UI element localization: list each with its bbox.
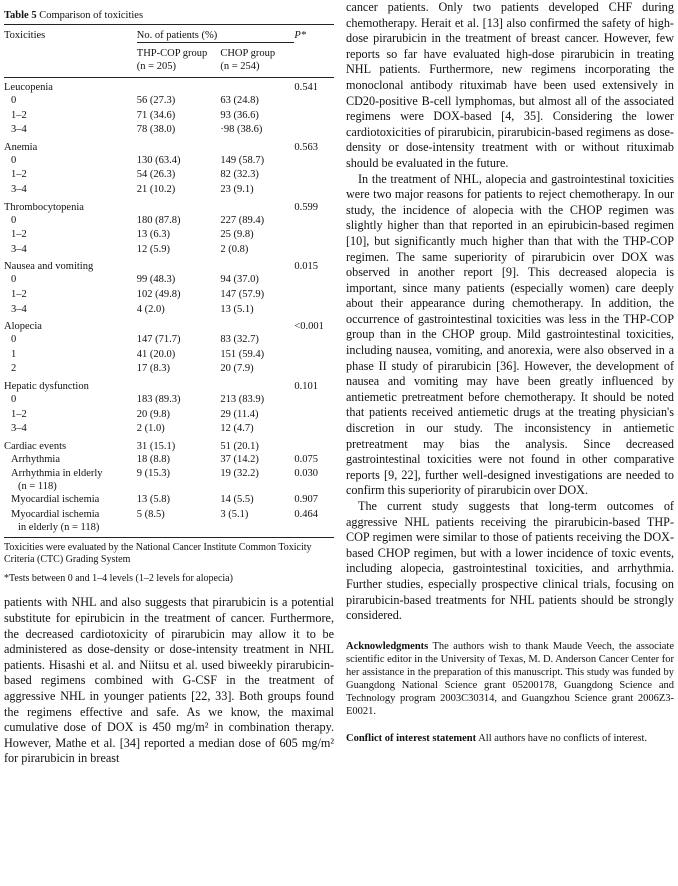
chop-value: 149 (58.7) [220, 154, 265, 166]
table-row [4, 228, 334, 243]
table-group-row [4, 437, 334, 453]
toxicity-table [4, 25, 334, 534]
thp-cop-value: 5 (8.5) [136, 508, 165, 520]
chop-value: 13 (5.1) [220, 303, 254, 315]
thp-cop-value: 31 (15.1) [136, 440, 176, 452]
table-caption [4, 10, 334, 25]
cardiac-label [4, 493, 137, 508]
thp-cop-value: 78 (38.0) [136, 124, 176, 136]
p-value: 0.464 [294, 508, 319, 520]
thp-cop-value: 12 (5.9) [136, 243, 171, 255]
grade-label: 0 [11, 214, 17, 226]
chop-value: 23 (9.1) [220, 183, 254, 195]
table-row [4, 154, 334, 169]
chop-value: 20 (7.9) [220, 363, 254, 375]
col-header-toxicities: Toxicities [4, 30, 46, 41]
table-row [4, 333, 334, 348]
acknowledgments-heading: Acknowledgments [346, 640, 429, 652]
p-value: 0.030 [294, 468, 319, 480]
grade-label: 3–4 [11, 183, 27, 195]
table-row [4, 493, 334, 508]
p-header-text: P* [294, 30, 307, 41]
grade-label: 0 [11, 393, 17, 405]
table-caption-text: Comparison of toxicities [39, 10, 144, 21]
cardiac-label [4, 508, 137, 534]
thp-cop-value: 56 (27.3) [136, 95, 176, 106]
chop-value: 29 (11.4) [220, 408, 259, 420]
table-row [4, 243, 334, 258]
acknowledgments-text: The authors wish to thank Maude Veech, the associate scientific editor in the University of Texas, M. D. Anderson Cancer Center for her assistance in the preparation of this manuscript. This study was funded by Guangdong National Science grant 05200178, Guangdong Science and Technology program 2003C30314, and Guangzhou Science grant 2006Z3-E0021. [346, 640, 674, 717]
p-value: 0.563 [294, 141, 319, 153]
thp-cop-value: 17 (8.3) [136, 363, 171, 375]
grade-label: 3–4 [11, 303, 27, 315]
table-row [4, 288, 334, 303]
table-row [4, 362, 334, 377]
table-note-tests: *Tests between 0 and 1–4 levels (1–2 levels for alopecia) [4, 572, 233, 584]
cardiac-label-line1: Myocardial ischemia [11, 494, 100, 506]
coi-heading: Conflict of interest statement [346, 732, 477, 744]
grade-label: 0 [11, 274, 17, 286]
grade-label: 3–4 [11, 124, 27, 136]
thp-cop-value: 180 (87.8) [136, 214, 181, 226]
toxicity-table-body [4, 78, 334, 534]
thp-cop-value: 130 (63.4) [136, 154, 181, 166]
table-row [4, 168, 334, 183]
table-group-row [4, 78, 334, 95]
right-paragraph-1: cancer patients. Only two patients developed CHF during chemotherapy. Herait et al. [13] also confirmed the safety of high-dose pirarubicin in the treatment of breast cancer. However, few reports so far have evaluated high-dose pirarubicin in treating NHL patients. Furthermore, new regimens incorporating the monoclonal antibody rituximab have been used extensively in CD20-positive B-cell lymphomas, but almost all of the associated regimens were DOX-based [4, 35]. Considering the lower cardiotoxicities of pirarubicin, pirarubicin-based regimens as dose-density or dose-intensity treatment with or without rituximab should be evaluated in the future. [346, 0, 674, 170]
right-paragraph-2: In the treatment of NHL, alopecia and gastrointestinal toxicities were two major reasons for patients to reject chemotherapy. In our study, the incidence of alopecia with the CHOP regimen was slightly higher than that reported in an epirubicin-based regimen [10], but significantly much higher than that with the THP-COP regimen. The same superiority of pirarubicin over DOX was observed in another report [9]. This decreased alopecia is important, since many patients (especially women) care deeply about their appearance during chemotherapy. In addition, the occurrence of gastrointestinal toxicities was less in the THP-COP group than in the CHOP group. Mild gastrointestinal toxicities, including nausea, vomiting, and anorexia, were also observed in a phase II study of pirarubicin [36]. However, the development of nausea and vomiting may have been greatly influenced by antiemetic pretreatment before chemotherapy. It should be noted that patients received antiemetic drugs at the treating physician's discretion in our study. The inconsistency in antiemetic pretreatment may bias the analysis. Since decreased gastrointestinal toxicities were not found in other comparative reports [9, 22], further well-designed investigations are needed to confirm this superiority of pirarubicin over DOX. [346, 171, 674, 498]
table-row [4, 422, 334, 437]
right-column [346, 0, 674, 745]
thp-cop-value: 13 (5.8) [136, 494, 171, 506]
group-name: Alopecia [4, 321, 42, 333]
thp-cop-value: 20 (9.8) [136, 408, 171, 420]
grade-label: 2 [11, 363, 17, 375]
table-row [4, 273, 334, 288]
p-value: 0.541 [294, 82, 319, 93]
table-row [4, 467, 334, 493]
col-header-p [294, 25, 334, 43]
coi-text: All authors have no conflicts of interest. [478, 732, 648, 744]
thp-cop-value: 102 (49.8) [136, 288, 181, 300]
left-body-text [4, 595, 334, 767]
table-row [4, 348, 334, 363]
thp-cop-value: 21 (10.2) [136, 183, 176, 195]
table-row [4, 508, 334, 534]
table-group-row [4, 138, 334, 154]
group-name: Nausea and vomiting [4, 261, 94, 273]
thp-cop-value: 9 (15.3) [136, 468, 171, 480]
p-value: 0.907 [294, 494, 319, 506]
grade-label: 1–2 [11, 408, 27, 420]
cardiac-label-line2: in elderly (n = 118) [18, 521, 100, 533]
grade-label: 3–4 [11, 243, 27, 255]
group-name: Thrombocytopenia [4, 201, 84, 213]
cardiac-label-line1: Myocardial ischemia [11, 508, 100, 520]
left-paragraph: patients with NHL and also suggests that pirarubicin is a potential substitute for epirubicin in the treatment of cancer. Furthermore, the decreased cardiotoxicity of pirarubicin may allow it to be administered as dose-density or dose-intensity treatment in NHL patients. Hisashi et al. and Niitsu et al. used biweekly pirarubicin-based regimens combined with G-CSF in the treatment of aggressive NHL in younger patients [22, 33]. Both groups found the regimens effective and safe. As we know, the maximal cumulative dose of DOX is 450 mg/m² in combination therapy. However, Mathe et al. [34] reported a median dose of 605 mg/m² for pirarubicin in breast [4, 595, 334, 766]
chop-value: 12 (4.7) [220, 423, 254, 435]
thp-cop-value: 18 (8.8) [136, 453, 171, 465]
grade-label: 1–2 [11, 109, 27, 121]
cardiac-label-line1: Arrhythmia [11, 453, 60, 465]
col-header-patients: No. of patients (%) [137, 25, 295, 43]
thp-cop-value: 2 (1.0) [136, 423, 165, 435]
chop-n: (n = 254) [220, 61, 260, 72]
table-row [4, 123, 334, 138]
table-group-row [4, 198, 334, 214]
grade-label: 3–4 [11, 423, 27, 435]
table-row [4, 408, 334, 423]
group-name: Hepatic dysfunction [4, 380, 89, 392]
table-group-row [4, 257, 334, 273]
grade-label: 1–2 [11, 288, 27, 300]
table-row [4, 453, 334, 468]
chop-value: 147 (57.9) [220, 288, 265, 300]
chop-value: 2 (0.8) [220, 243, 249, 255]
chop-value: 19 (32.2) [220, 468, 259, 480]
thp-cop-value: 13 (6.3) [136, 229, 171, 241]
left-column [4, 0, 334, 767]
chop-value: ·98 (38.6) [220, 124, 263, 136]
table-notes [4, 542, 334, 586]
table-note-ctc: Toxicities were evaluated by the National Cancer Institute Common Toxicity Criteria (CTC) Grading System [4, 541, 312, 566]
table-row [4, 393, 334, 408]
col-header-chop [220, 43, 294, 78]
group-name: Cardiac events [4, 440, 67, 452]
thp-cop-value: 99 (48.3) [136, 274, 176, 286]
right-body-text [346, 0, 674, 624]
cardiac-label-line1: Arrhythmia in elderly [11, 468, 103, 480]
chop-value: 151 (59.4) [220, 348, 265, 360]
grade-label: 0 [11, 334, 17, 346]
table-row [4, 109, 334, 124]
chop-value: 94 (37.0) [220, 274, 259, 286]
thp-cop-label: THP-COP group [136, 48, 208, 59]
thp-cop-n: (n = 205) [136, 61, 176, 72]
group-name: Leucopenia [4, 82, 53, 93]
chop-value: 25 (9.8) [220, 229, 254, 241]
table-row [4, 183, 334, 198]
grade-label: 1 [11, 348, 17, 360]
grade-label: 1–2 [11, 229, 27, 241]
cardiac-label [4, 467, 137, 493]
grade-label: 0 [11, 154, 17, 166]
thp-cop-value: 183 (89.3) [136, 393, 181, 405]
col-header-thp-cop [137, 43, 221, 78]
table-row [4, 303, 334, 318]
thp-cop-value: 54 (26.3) [136, 169, 176, 181]
thp-cop-value: 71 (34.6) [136, 109, 176, 121]
table-row [4, 94, 334, 109]
chop-value: 213 (83.9) [220, 393, 265, 405]
p-value: 0.599 [294, 201, 319, 213]
cardiac-label-line2: (n = 118) [18, 481, 57, 493]
chop-value: 227 (89.4) [220, 214, 265, 226]
chop-value: 82 (32.3) [220, 169, 259, 181]
chop-label: CHOP group [220, 48, 276, 59]
table-group-row [4, 317, 334, 333]
group-name: Anemia [4, 141, 38, 153]
chop-value: 3 (5.1) [220, 508, 249, 520]
p-value: <0.001 [294, 321, 324, 333]
conflict-of-interest [346, 732, 674, 745]
p-value: 0.075 [294, 453, 319, 465]
grade-label: 0 [11, 95, 17, 106]
acknowledgments [346, 640, 674, 718]
p-value: 0.015 [294, 261, 319, 273]
chop-value: 83 (32.7) [220, 334, 259, 346]
thp-cop-value: 4 (2.0) [136, 303, 165, 315]
table-row [4, 214, 334, 229]
cardiac-label [4, 453, 137, 468]
p-value: 0.101 [294, 380, 319, 392]
chop-value: 51 (20.1) [220, 440, 259, 452]
chop-value: 14 (5.5) [220, 494, 254, 506]
thp-cop-value: 41 (20.0) [136, 348, 176, 360]
grade-label: 1–2 [11, 169, 27, 181]
right-paragraph-3: The current study suggests that long-term outcomes of aggressive NHL patients receiving the pirarubicin-based THP-COP regimen were similar to those of patients receiving the DOX-based CHOP regimen, but with a lower incidence of toxic events, including alopecia, gastrointestinal toxicities, and arrhythmia. Further studies, especially prospective clinical trials, focusing on pirarubicin-based treatments for NHL patients should be strongly considered. [346, 499, 674, 623]
chop-value: 63 (24.8) [220, 95, 259, 106]
thp-cop-value: 147 (71.7) [136, 334, 181, 346]
chop-value: 37 (14.2) [220, 453, 259, 465]
table-group-row [4, 377, 334, 393]
chop-value: 93 (36.6) [220, 109, 259, 121]
table-caption-label: Table 5 [4, 10, 37, 21]
